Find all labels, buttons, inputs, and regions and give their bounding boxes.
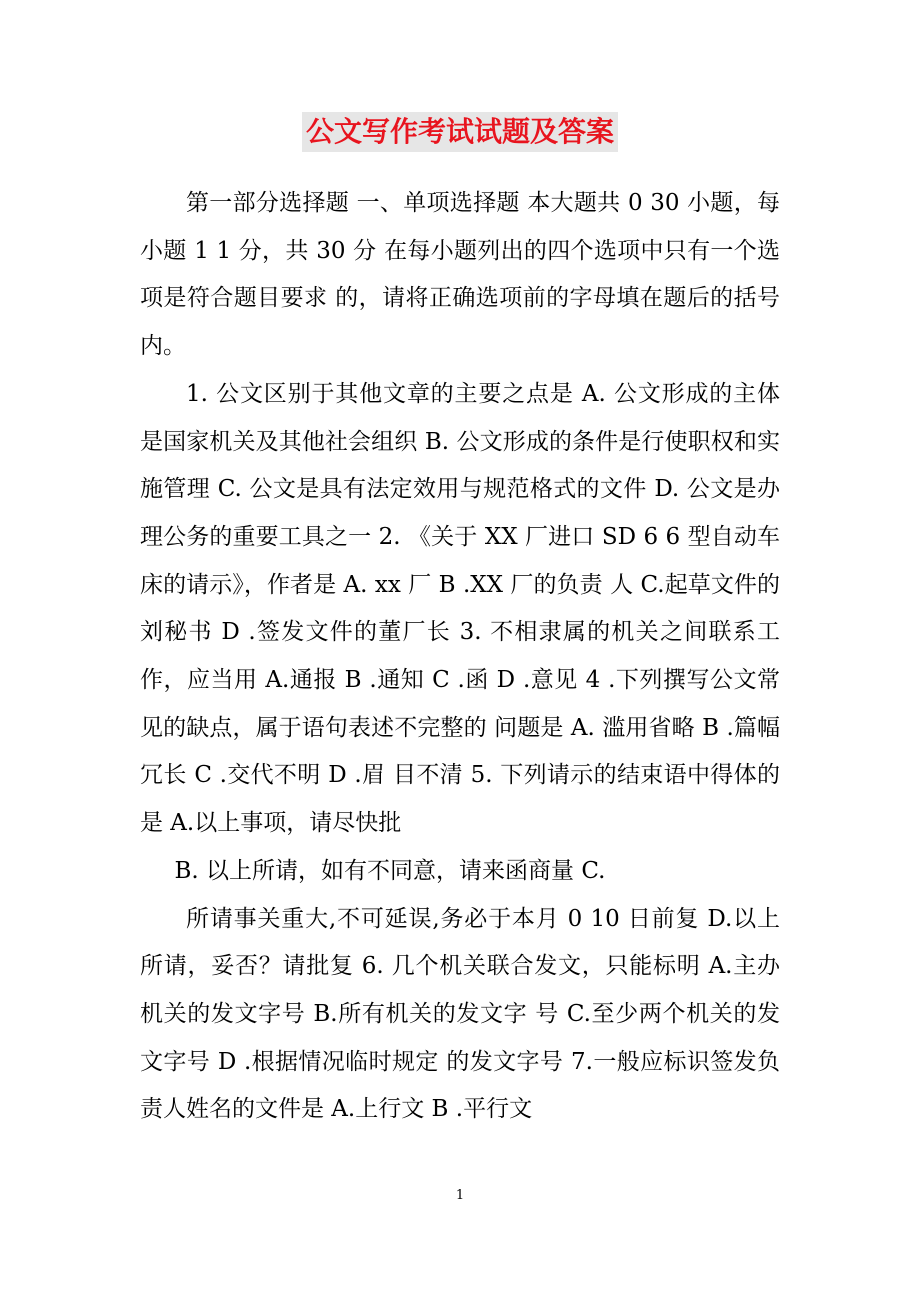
paragraph-intro: 第一部分选择题 一、单项选择题 本大题共 0 30 小题，每小题 1 1 分，共 30 分 在每小题列出的四个选项中只有一个选项是符合题目要求 的，请将正确选项前的字母填在题后的括号内。 bbox=[140, 190, 780, 360]
paragraph-questions-5-7: 所请事关重大,不可延误,务必于本月 0 10 日前复 D.以上所请，妥否？请批复 6. 几个机关联合发文，只能标明 A.主办机关的发文字号 B.所有机关的发文字 号 C.至少两个机关的发文字号 D .根据情况临时规定 的发文字号 7.一般应标识签发负责人姓名的文件是 A.上行文 B .平行文 bbox=[140, 905, 780, 1123]
document-body bbox=[140, 180, 780, 1134]
paragraph-option-b: B. 以上所请，如有不同意，请来函商量 C. bbox=[174, 857, 606, 884]
document-title: 公文写作考试试题及答案 bbox=[302, 112, 618, 152]
page-number: 1 bbox=[455, 1188, 465, 1203]
paragraph-questions-1-5: 1. 公文区别于其他文章的主要之点是 A. 公文形成的主体是国家机关及其他社会组织 B. 公文形成的条件是行使职权和实施管理 C. 公文是具有法定效用与规范格式的文件 D. 公文是办理公务的重要工具之一 2. 《关于 XX 厂进口 SD 6 6 型自动车床的请示》，作者是 A. xx 厂 B .XX 厂的负责 人 C.起草文件的刘秘书 D .签发文件的董厂长 3. 不相隶属的机关之间联系工作，应当用 A.通报 B .通知 C .函 D .意见 4 .下列撰写公文常见的缺点，属于语句表述不完整的 问题是 A. 滥用省略 B .篇幅冗长 C .交代不明 D .眉 目不清 5. 下列请示的结束语中得体的是 A.以上事项，请尽快批 bbox=[140, 380, 780, 837]
document-title-wrapper bbox=[0, 112, 920, 152]
